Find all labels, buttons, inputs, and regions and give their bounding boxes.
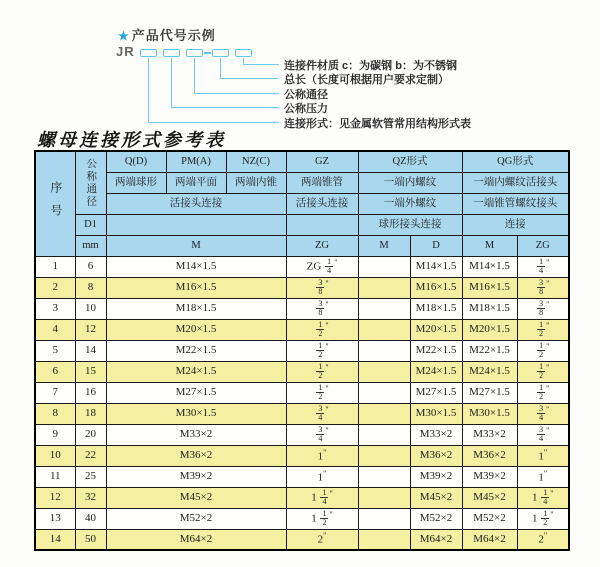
cell-qg-m: M33×2 bbox=[462, 424, 517, 445]
table-row bbox=[35, 508, 569, 529]
cell-qz-m bbox=[358, 277, 410, 298]
cell-gz-zg: $\frac{1}{2}$ " bbox=[286, 361, 358, 382]
header-zg-main: ZG bbox=[286, 235, 358, 256]
cell-qz-m bbox=[358, 256, 410, 277]
table-row bbox=[35, 319, 569, 340]
connector-line bbox=[220, 78, 279, 79]
cell-qg-zg: $\frac{3}{8}$ " bbox=[517, 298, 569, 319]
cell-qz-m bbox=[358, 340, 410, 361]
cell-gz-zg: 1" bbox=[286, 445, 358, 466]
label-connection-form: 连接形式：见金属软管常用结构形式表 bbox=[284, 118, 471, 130]
cell-seq: 4 bbox=[35, 319, 75, 340]
cell-m-thread: M33×2 bbox=[106, 424, 286, 445]
code-segment-box bbox=[163, 49, 180, 57]
table-row bbox=[35, 382, 569, 403]
cell-qz-d: M22×1.5 bbox=[410, 340, 462, 361]
code-segment-box bbox=[186, 49, 203, 57]
cell-qg-zg: $\frac{1}{2}$ " bbox=[517, 382, 569, 403]
header-qz-desc1: 一端内螺纹 bbox=[358, 172, 462, 193]
connector-line bbox=[194, 93, 279, 94]
star-icon: ★ bbox=[118, 29, 130, 43]
cell-seq: 5 bbox=[35, 340, 75, 361]
cell-dn-mm: 22 bbox=[75, 445, 106, 466]
cell-qg-zg: 1" bbox=[517, 445, 569, 466]
cell-qg-m: M30×1.5 bbox=[462, 403, 517, 424]
header-qg-zg: ZG bbox=[517, 235, 569, 256]
cell-dn-mm: 25 bbox=[75, 466, 106, 487]
cell-qz-d: M20×1.5 bbox=[410, 319, 462, 340]
cell-dn-mm: 14 bbox=[75, 340, 106, 361]
cell-m-thread: M16×1.5 bbox=[106, 277, 286, 298]
header-blank bbox=[286, 214, 358, 235]
header-col-qg: QG形式 bbox=[462, 151, 569, 172]
cell-qz-m bbox=[358, 487, 410, 508]
header-m-main: M bbox=[106, 235, 286, 256]
cell-m-thread: M45×2 bbox=[106, 487, 286, 508]
cell-seq: 7 bbox=[35, 382, 75, 403]
cell-qg-zg: 1 $\frac{1}{4}$ " bbox=[517, 487, 569, 508]
header-nz-desc: 两端内锥 bbox=[226, 172, 286, 193]
cell-seq: 9 bbox=[35, 424, 75, 445]
cell-m-thread: M14×1.5 bbox=[106, 256, 286, 277]
cell-m-thread: M20×1.5 bbox=[106, 319, 286, 340]
cell-qg-zg: $\frac{3}{4}$ " bbox=[517, 403, 569, 424]
cell-gz-zg: 1 $\frac{1}{4}$ " bbox=[286, 487, 358, 508]
header-col-gz: GZ bbox=[286, 151, 358, 172]
cell-qz-m bbox=[358, 382, 410, 403]
cell-m-thread: M64×2 bbox=[106, 529, 286, 550]
cell-qg-zg: $\frac{1}{2}$ " bbox=[517, 340, 569, 361]
cell-seq: 12 bbox=[35, 487, 75, 508]
cell-qg-zg: $\frac{3}{4}$ " bbox=[517, 424, 569, 445]
header-seq: 序号 bbox=[35, 151, 75, 256]
cell-qg-zg: $\frac{1}{2}$ " bbox=[517, 319, 569, 340]
cell-seq: 14 bbox=[35, 529, 75, 550]
cell-qz-d: M45×2 bbox=[410, 487, 462, 508]
header-col-qz: QZ形式 bbox=[358, 151, 462, 172]
cell-qg-zg: $\frac{1}{2}$ " bbox=[517, 361, 569, 382]
cell-qg-zg: 2" bbox=[517, 529, 569, 550]
cell-qz-m bbox=[358, 298, 410, 319]
cell-qz-d: M36×2 bbox=[410, 445, 462, 466]
cell-gz-zg: $\frac{1}{2}$ " bbox=[286, 382, 358, 403]
cell-qg-zg: $\frac{1}{4}$ " bbox=[517, 256, 569, 277]
header-col-pm: PM(A) bbox=[166, 151, 226, 172]
cell-gz-zg: $\frac{3}{4}$ " bbox=[286, 403, 358, 424]
code-segment-box bbox=[212, 49, 229, 57]
cell-qz-d: M16×1.5 bbox=[410, 277, 462, 298]
header-qz-desc2: 一端外螺纹 bbox=[358, 193, 462, 214]
cell-dn-mm: 16 bbox=[75, 382, 106, 403]
cell-dn-mm: 12 bbox=[75, 319, 106, 340]
cell-m-thread: M27×1.5 bbox=[106, 382, 286, 403]
cell-qz-m bbox=[358, 424, 410, 445]
header-qg-desc2: 一端锥管螺纹接头 bbox=[462, 193, 569, 214]
cell-qg-m: M36×2 bbox=[462, 445, 517, 466]
connector-line bbox=[243, 64, 279, 65]
cell-dn-mm: 40 bbox=[75, 508, 106, 529]
cell-gz-zg: 1 $\frac{1}{2}$ " bbox=[286, 508, 358, 529]
diagram-heading bbox=[118, 25, 216, 44]
cell-qg-m: M52×2 bbox=[462, 508, 517, 529]
cell-dn-mm: 15 bbox=[75, 361, 106, 382]
header-pm-desc: 两端平面 bbox=[166, 172, 226, 193]
connector-line bbox=[194, 58, 195, 93]
cell-seq: 3 bbox=[35, 298, 75, 319]
cell-seq: 10 bbox=[35, 445, 75, 466]
header-d1: D1 bbox=[75, 214, 106, 235]
header-diameter: 公称通径 bbox=[75, 151, 106, 214]
table-body bbox=[35, 256, 569, 550]
cell-qz-m bbox=[358, 445, 410, 466]
header-col-nz: NZ(C) bbox=[226, 151, 286, 172]
cell-qg-zg: $\frac{3}{8}$ " bbox=[517, 277, 569, 298]
cell-seq: 6 bbox=[35, 361, 75, 382]
header-q-desc: 两端球形 bbox=[106, 172, 166, 193]
label-nominal-pressure: 公称压力 bbox=[284, 103, 328, 115]
cell-gz-zg: 2" bbox=[286, 529, 358, 550]
table-row bbox=[35, 298, 569, 319]
cell-qz-d: M18×1.5 bbox=[410, 298, 462, 319]
cell-qg-m: M27×1.5 bbox=[462, 382, 517, 403]
cell-qz-m bbox=[358, 508, 410, 529]
label-nominal-diameter: 公称通径 bbox=[284, 89, 328, 101]
table-row bbox=[35, 340, 569, 361]
connector-line bbox=[148, 58, 149, 122]
table-row bbox=[35, 424, 569, 445]
table-row bbox=[35, 529, 569, 550]
cell-qg-m: M20×1.5 bbox=[462, 319, 517, 340]
diagram-heading-text: 产品代号示例 bbox=[131, 28, 216, 43]
cell-seq: 11 bbox=[35, 466, 75, 487]
header-qg-m: M bbox=[462, 235, 517, 256]
cell-dn-mm: 50 bbox=[75, 529, 106, 550]
nut-connection-reference-table bbox=[34, 150, 570, 551]
cell-qz-d: M30×1.5 bbox=[410, 403, 462, 424]
cell-qg-m: M22×1.5 bbox=[462, 340, 517, 361]
table-row bbox=[35, 487, 569, 508]
cell-m-thread: M30×1.5 bbox=[106, 403, 286, 424]
table-header bbox=[35, 151, 569, 256]
header-qpmnz-conn: 活接头连接 bbox=[106, 193, 286, 214]
cell-qz-m bbox=[358, 529, 410, 550]
cell-qg-m: M14×1.5 bbox=[462, 256, 517, 277]
cell-qg-m: M45×2 bbox=[462, 487, 517, 508]
cell-qz-m bbox=[358, 319, 410, 340]
cell-qz-d: M24×1.5 bbox=[410, 361, 462, 382]
cell-m-thread: M24×1.5 bbox=[106, 361, 286, 382]
table-row bbox=[35, 256, 569, 277]
connector-line bbox=[220, 58, 221, 78]
code-dash bbox=[204, 52, 211, 54]
header-gz-conn: 活接头连接 bbox=[286, 193, 358, 214]
header-qz-m: M bbox=[358, 235, 410, 256]
cell-dn-mm: 8 bbox=[75, 277, 106, 298]
table-row bbox=[35, 403, 569, 424]
header-qg-conn: 连接 bbox=[462, 214, 569, 235]
cell-m-thread: M18×1.5 bbox=[106, 298, 286, 319]
cell-dn-mm: 32 bbox=[75, 487, 106, 508]
cell-gz-zg: ZG $\frac{1}{4}$ " bbox=[286, 256, 358, 277]
cell-qz-d: M64×2 bbox=[410, 529, 462, 550]
connector-line bbox=[171, 107, 279, 108]
cell-gz-zg: $\frac{3}{8}$ " bbox=[286, 298, 358, 319]
cell-seq: 1 bbox=[35, 256, 75, 277]
header-col-q: Q(D) bbox=[106, 151, 166, 172]
cell-qz-d: M27×1.5 bbox=[410, 382, 462, 403]
cell-m-thread: M39×2 bbox=[106, 466, 286, 487]
table-row bbox=[35, 445, 569, 466]
cell-qz-m bbox=[358, 403, 410, 424]
table-title: 螺母连接形式参考表 bbox=[37, 130, 226, 151]
cell-qz-d: M33×2 bbox=[410, 424, 462, 445]
cell-gz-zg: $\frac{1}{2}$ " bbox=[286, 340, 358, 361]
cell-seq: 8 bbox=[35, 403, 75, 424]
cell-gz-zg: $\frac{1}{2}$ " bbox=[286, 319, 358, 340]
header-gz-desc: 两端锥管 bbox=[286, 172, 358, 193]
cell-qz-d: M14×1.5 bbox=[410, 256, 462, 277]
cell-qz-d: M52×2 bbox=[410, 508, 462, 529]
cell-m-thread: M52×2 bbox=[106, 508, 286, 529]
cell-qg-m: M24×1.5 bbox=[462, 361, 517, 382]
cell-m-thread: M22×1.5 bbox=[106, 340, 286, 361]
cell-qz-d: M39×2 bbox=[410, 466, 462, 487]
header-qz-conn: 球形接头连接 bbox=[358, 214, 462, 235]
connector-line bbox=[171, 58, 172, 107]
cell-qg-zg: 1" bbox=[517, 466, 569, 487]
cell-qg-m: M39×2 bbox=[462, 466, 517, 487]
cell-qg-m: M18×1.5 bbox=[462, 298, 517, 319]
code-segment-box bbox=[235, 49, 252, 57]
cell-dn-mm: 18 bbox=[75, 403, 106, 424]
header-qg-desc1: 一端内螺纹活接头 bbox=[462, 172, 569, 193]
header-qz-d: D bbox=[410, 235, 462, 256]
cell-dn-mm: 6 bbox=[75, 256, 106, 277]
cell-qz-m bbox=[358, 361, 410, 382]
product-code-prefix: JR bbox=[116, 44, 135, 59]
cell-dn-mm: 20 bbox=[75, 424, 106, 445]
cell-gz-zg: $\frac{3}{4}$ " bbox=[286, 424, 358, 445]
label-total-length: 总长（长度可根据用户要求定制） bbox=[284, 74, 449, 86]
cell-qz-m bbox=[358, 466, 410, 487]
cell-qg-zg: 1 $\frac{1}{2}$ " bbox=[517, 508, 569, 529]
cell-gz-zg: 1" bbox=[286, 466, 358, 487]
table-row bbox=[35, 361, 569, 382]
cell-seq: 2 bbox=[35, 277, 75, 298]
table-row bbox=[35, 466, 569, 487]
cell-m-thread: M36×2 bbox=[106, 445, 286, 466]
header-blank bbox=[106, 214, 286, 235]
connector-line bbox=[148, 122, 279, 123]
label-connector-material: 连接件材质 c：为碳钢 b：为不锈钢 bbox=[284, 60, 457, 72]
cell-gz-zg: $\frac{3}{8}$ " bbox=[286, 277, 358, 298]
table-row bbox=[35, 277, 569, 298]
cell-qg-m: M16×1.5 bbox=[462, 277, 517, 298]
cell-dn-mm: 10 bbox=[75, 298, 106, 319]
code-segment-box bbox=[140, 49, 157, 57]
cell-seq: 13 bbox=[35, 508, 75, 529]
cell-qg-m: M64×2 bbox=[462, 529, 517, 550]
header-mm: mm bbox=[75, 235, 106, 256]
